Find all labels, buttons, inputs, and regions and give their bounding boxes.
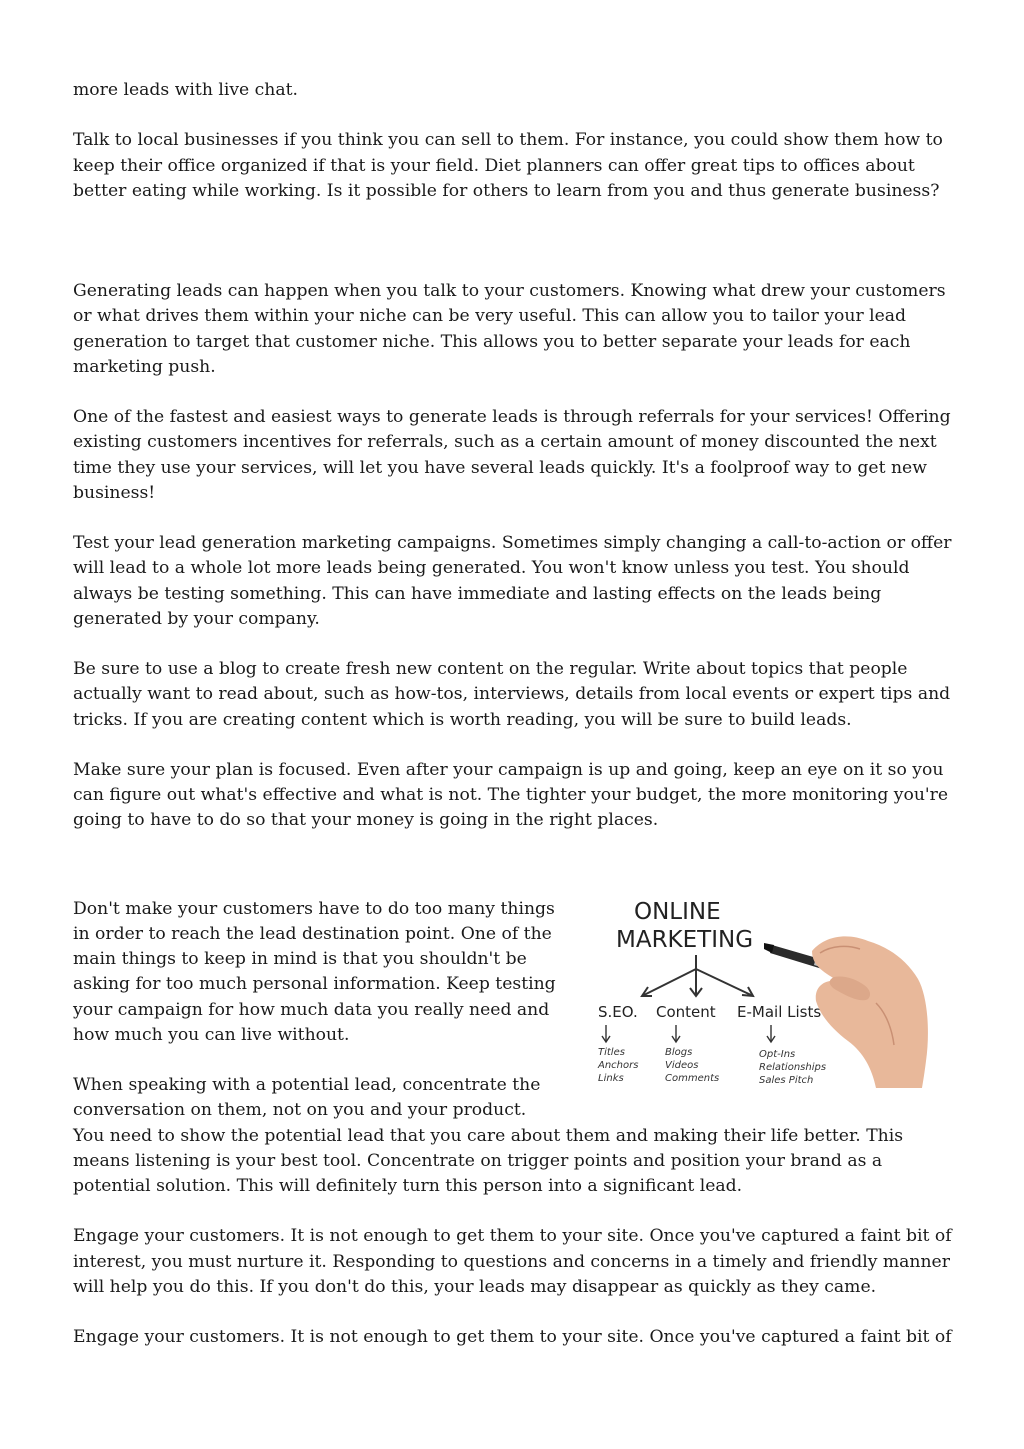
paragraph: more leads with live chat. [73,80,298,100]
sub-arrows [602,1025,775,1042]
paragraph: Talk to local businesses if you think you can sell to them. For instance, you could show them how to keep their office organized if that is your field. Diet planners can offer great tips to offices about better eating while working. Is it possible for others to learn from you and thus generate business? [73,130,943,201]
branch-title-seo: S.EO. [598,1002,638,1021]
content-item: Blogs [665,1046,693,1058]
seo-item: Links [598,1072,624,1084]
branch-title-email-lists: E-Mail Lists [737,1002,822,1021]
paragraph: Engage your customers. It is not enough to get them to your site. Once you've captured a faint bit of interest, you must nurture it. Responding to questions and concerns in a timely and friendly manner will help you do this. If you don't do this, your leads may disappear as quickly as they came. [73,1226,952,1297]
figure-title-line1: ONLINE [634,898,721,925]
paragraph: Be sure to use a blog to create fresh new content on the regular. Write about topics that people actually want to read about, such as how-tos, interviews, details from local events or expert tips and tricks. If you are creating content which is worth reading, you will be sure to build leads. [73,659,951,730]
seo-item: Anchors [598,1059,639,1071]
online-marketing-figure [576,883,941,1088]
online-marketing-illustration [576,883,941,1088]
paragraph: Test your lead generation marketing campaigns. Sometimes simply changing a call-to-action or offer will lead to a whole lot more leads being generated. You won't know unless you test. You should always be testing something. This can have immediate and lasting effects on the leads being generated by your company. [73,533,952,629]
content-item: Videos [665,1059,699,1071]
paragraph: One of the fastest and easiest ways to generate leads is through referrals for your services! Offering existing customers incentives for referrals, such as a certain amount of money discounted the next time they use your services, will let you have several leads quickly. It's a foolproof way to get new business! [73,407,951,503]
paragraph: Generating leads can happen when you talk to your customers. Knowing what drew your customers or what drives them within your niche can be very useful. This can allow you to tailor your lead generation to target that customer niche. This allows you to better separate your leads for each marketing push. [73,281,946,377]
email-item: Opt-Ins [759,1048,796,1060]
email-item: Sales Pitch [759,1074,814,1086]
paragraph: When speaking with a potential lead, concentrate the conversation on them, not on you and your product. You need to show the potential lead that you care about them and making their life better. This means listening is your best tool. Concentrate on trigger points and position your brand as a potential solution. This will definitely turn this person into a significant lead. [73,1075,904,1196]
email-item: Relationships [759,1061,827,1073]
paragraph: Engage your customers. It is not enough to get them to your site. Once you've captured a faint bit of [73,1327,952,1348]
branch-title-content: Content [656,1002,716,1021]
branch-arrows [642,955,753,996]
seo-item: Titles [598,1046,625,1058]
figure-title-line2: MARKETING [616,926,754,953]
paragraph: Make sure your plan is focused. Even after your campaign is up and going, keep an eye on it so you can figure out what's effective and what is not. The tighter your budget, the more monitoring you're going to have to do so that your money is going in the right places. [73,759,949,831]
paragraph: Don't make your customers have to do too many things in order to reach the lead destination point. One of the main things to keep in mind is that you shouldn't be asking for too much personal information. Keep testing your campaign for how much data you really need and how much you can live without. [73,898,556,1045]
document-page [73,78,953,1376]
content-item: Comments [665,1072,720,1084]
section-gap [73,229,953,279]
